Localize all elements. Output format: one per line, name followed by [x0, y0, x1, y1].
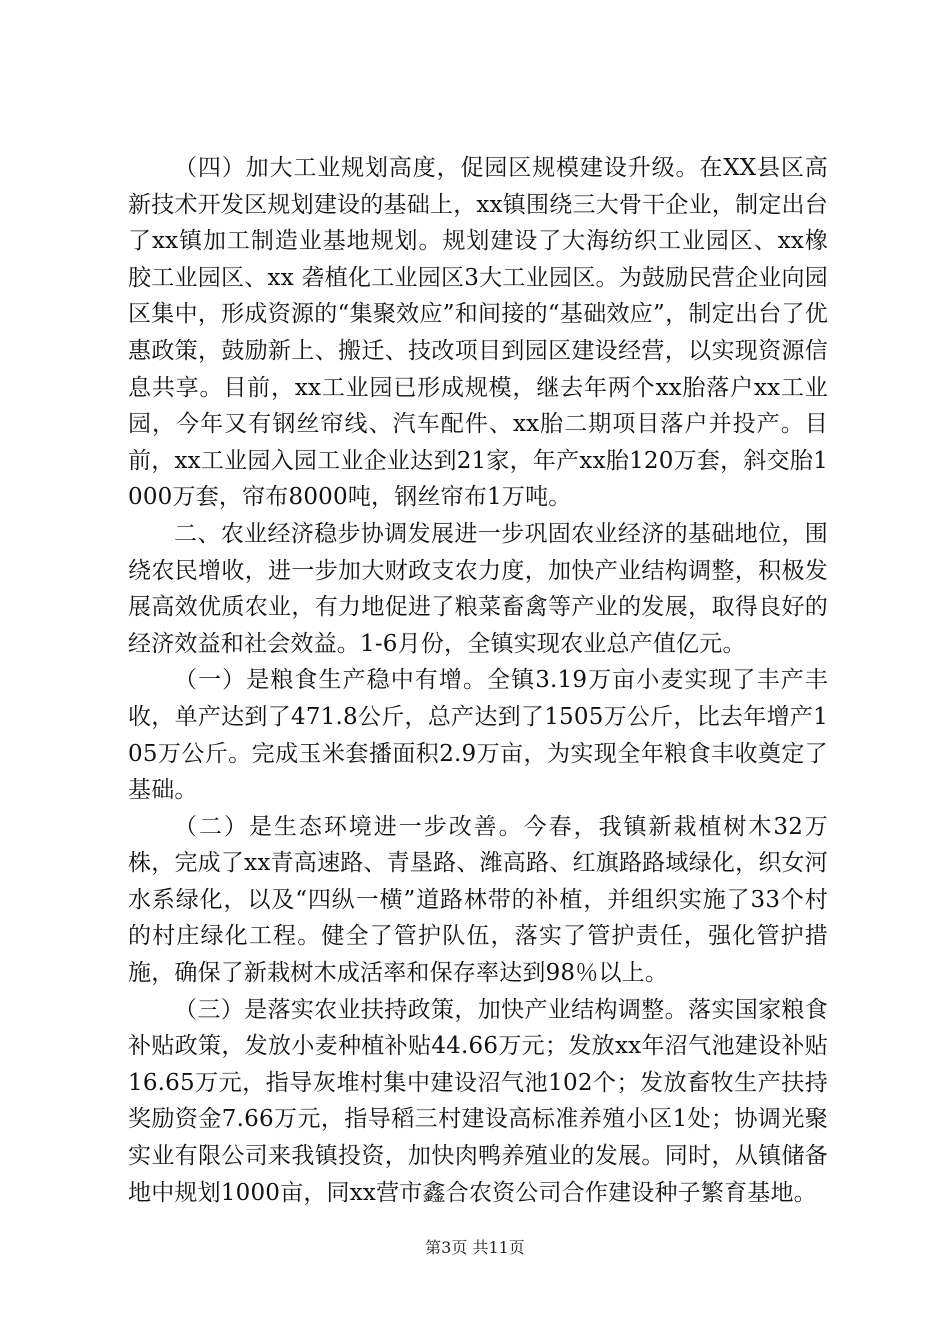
- paragraph-grain: （一）是粮食生产稳中有增。全镇3.19万亩小麦实现了丰产丰收，单产达到了471.8公斤，总产达到了1505万公斤，比去年增产105万公斤。完成玉米套播面积2.9万亩，为实现全年粮食丰收奠定了基础。: [128, 667, 828, 804]
- page-footer: 第3页 共11页: [425, 1238, 525, 1257]
- document-body: [128, 150, 828, 1211]
- paragraph-policy: （三）是落实农业扶持政策，加快产业结构调整。落实国家粮食补贴政策，发放小麦种植补贴44.66万元；发放xx年沼气池建设补贴16.65万元，指导灰堆村集中建设沼气池102个；发放畜牧生产扶持奖励资金7.66万元，指导稻三村建设高标准养殖小区1处；协调光聚实业有限公司来我镇投资，加快肉鸭养殖业的发展。同时，从镇储备地中规划1000亩，同xx营市鑫合农资公司合作建设种子繁育基地。: [128, 996, 828, 1206]
- paragraph-ecology: （二）是生态环境进一步改善。今春，我镇新栽植树木32万株，完成了xx青高速路、青垦路、潍高路、红旗路路域绿化，织女河水系绿化，以及“四纵一横”道路林带的补植，并组织实施了33个村的村庄绿化工程。健全了管护队伍，落实了管护责任，强化管护措施，确保了新栽树木成活率和保存率达到98％以上。: [128, 813, 828, 987]
- paragraph-industrial-park: （四）加大工业规划高度，促园区规模建设升级。在XX县区高新技术开发区规划建设的基础上，xx镇围绕三大骨干企业，制定出台了xx镇加工制造业基地规划。规划建设了大海纺织工业园区、xx橡胶工业园区、xx 砻植化工业园区3大工业园区。为鼓励民营企业向园区集中，形成资源的“集聚效应”和间接的“基础效应”，制定出台了优惠政策，鼓励新上、搬迁、技改项目到园区建设经营，以实现资源信息共享。目前，xx工业园已形成规模，继去年两个xx胎落户xx工业园，今年又有钢丝帘线、汽车配件、xx胎二期项目落户并投产。目前，xx工业园入园工业企业达到21家，年产xx胎120万套，斜交胎1000万套，帘布8000吨，钢丝帘布1万吨。: [128, 155, 828, 511]
- paragraph-agriculture: 二、农业经济稳步协调发展进一步巩固农业经济的基础地位，围绕农民增收，进一步加大财政支农力度，加快产业结构调整，积极发展高效优质农业，有力地促进了粮菜畜禽等产业的发展，取得良好的经济效益和社会效益。1-6月份，全镇实现农业总产值亿元。: [128, 520, 828, 657]
